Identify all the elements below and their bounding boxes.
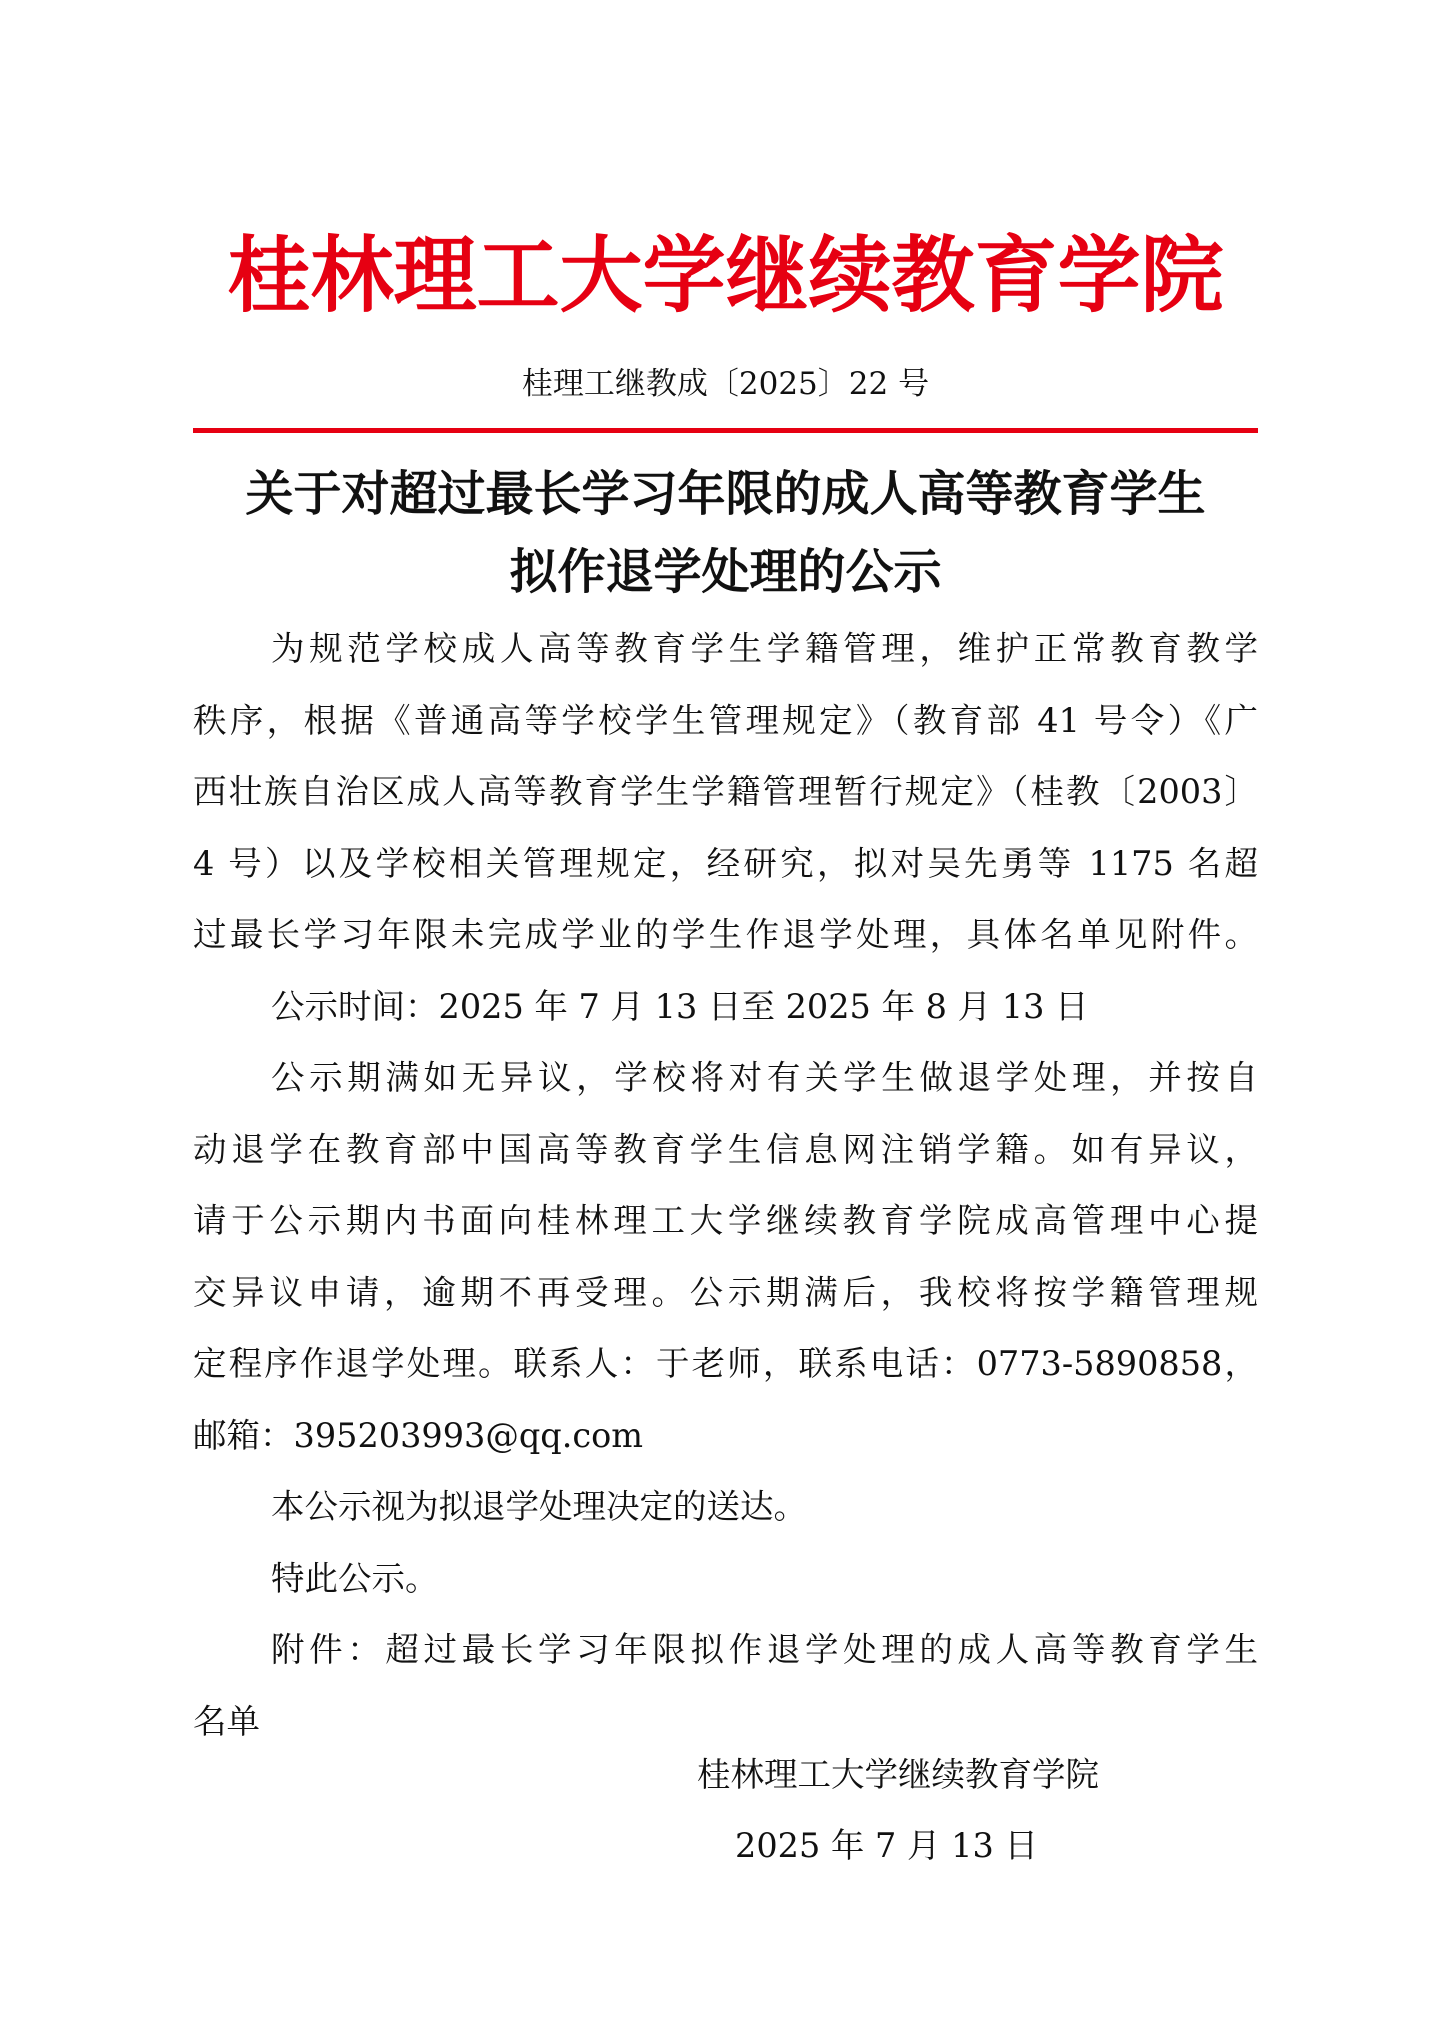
paragraph-attachment <box>193 1614 1258 1757</box>
body-line: 过最长学习年限未完成学业的学生作退学处理，具体名单见附件。 <box>193 915 1258 954</box>
notice-body <box>193 613 1258 1757</box>
body-line: 为规范学校成人高等教育学生学籍管理，维护正常教育教学 <box>271 629 1258 668</box>
attachment-line: 名单 <box>193 1701 260 1741</box>
body-line: 交异议申请，逾期不再受理。公示期满后，我校将按学籍管理规 <box>193 1272 1258 1312</box>
masthead-title: 桂林理工大学继续教育学院 <box>227 226 1224 324</box>
paragraph-closing: 特此公示。 <box>271 1558 439 1598</box>
document-number: 桂理工继教成〔2025〕22 号 <box>521 366 930 402</box>
body-line: 动退学在教育部中国高等教育学生信息网注销学籍。如有异议， <box>193 1129 1258 1169</box>
notice-title-line-2: 拟作退学处理的公示 <box>509 544 942 600</box>
body-line: 西壮族自治区成人高等教育学生学籍管理暂行规定》（桂教〔2003〕 <box>193 772 1258 811</box>
signature-organization: 桂林理工大学继续教育学院 <box>697 1755 1099 1794</box>
notice-title <box>193 455 1258 611</box>
signature-date: 2025 年 7 月 13 日 <box>735 1826 1038 1865</box>
paragraph-notice-period: 公示时间：2025 年 7 月 13 日至 2025 年 8 月 13 日 <box>271 986 1089 1026</box>
paragraph-purpose <box>193 613 1258 971</box>
body-line: 公示期满如无异议，学校将对有关学生做退学处理，并按自 <box>271 1058 1258 1097</box>
contact-email-line: 邮箱：395203993@qq.com <box>193 1415 644 1455</box>
paragraph-objection <box>193 1042 1258 1471</box>
body-line: 秩序，根据《普通高等学校学生管理规定》（教育部 41 号令）《广 <box>193 700 1258 740</box>
notice-title-line-1: 关于对超过最长学习年限的成人高等教育学生 <box>245 466 1206 522</box>
red-divider-line <box>193 428 1258 433</box>
body-line: 请于公示期内书面向桂林理工大学继续教育学院成高管理中心提 <box>193 1201 1258 1240</box>
paragraph-delivery: 本公示视为拟退学处理决定的送达。 <box>271 1487 807 1526</box>
body-line: 4 号）以及学校相关管理规定，经研究，拟对吴先勇等 1175 名超 <box>193 843 1258 883</box>
attachment-line: 附件：超过最长学习年限拟作退学处理的成人高等教育学生 <box>271 1630 1258 1669</box>
body-line: 定程序作退学处理。联系人：于老师，联系电话：0773-5890858， <box>193 1344 1258 1383</box>
